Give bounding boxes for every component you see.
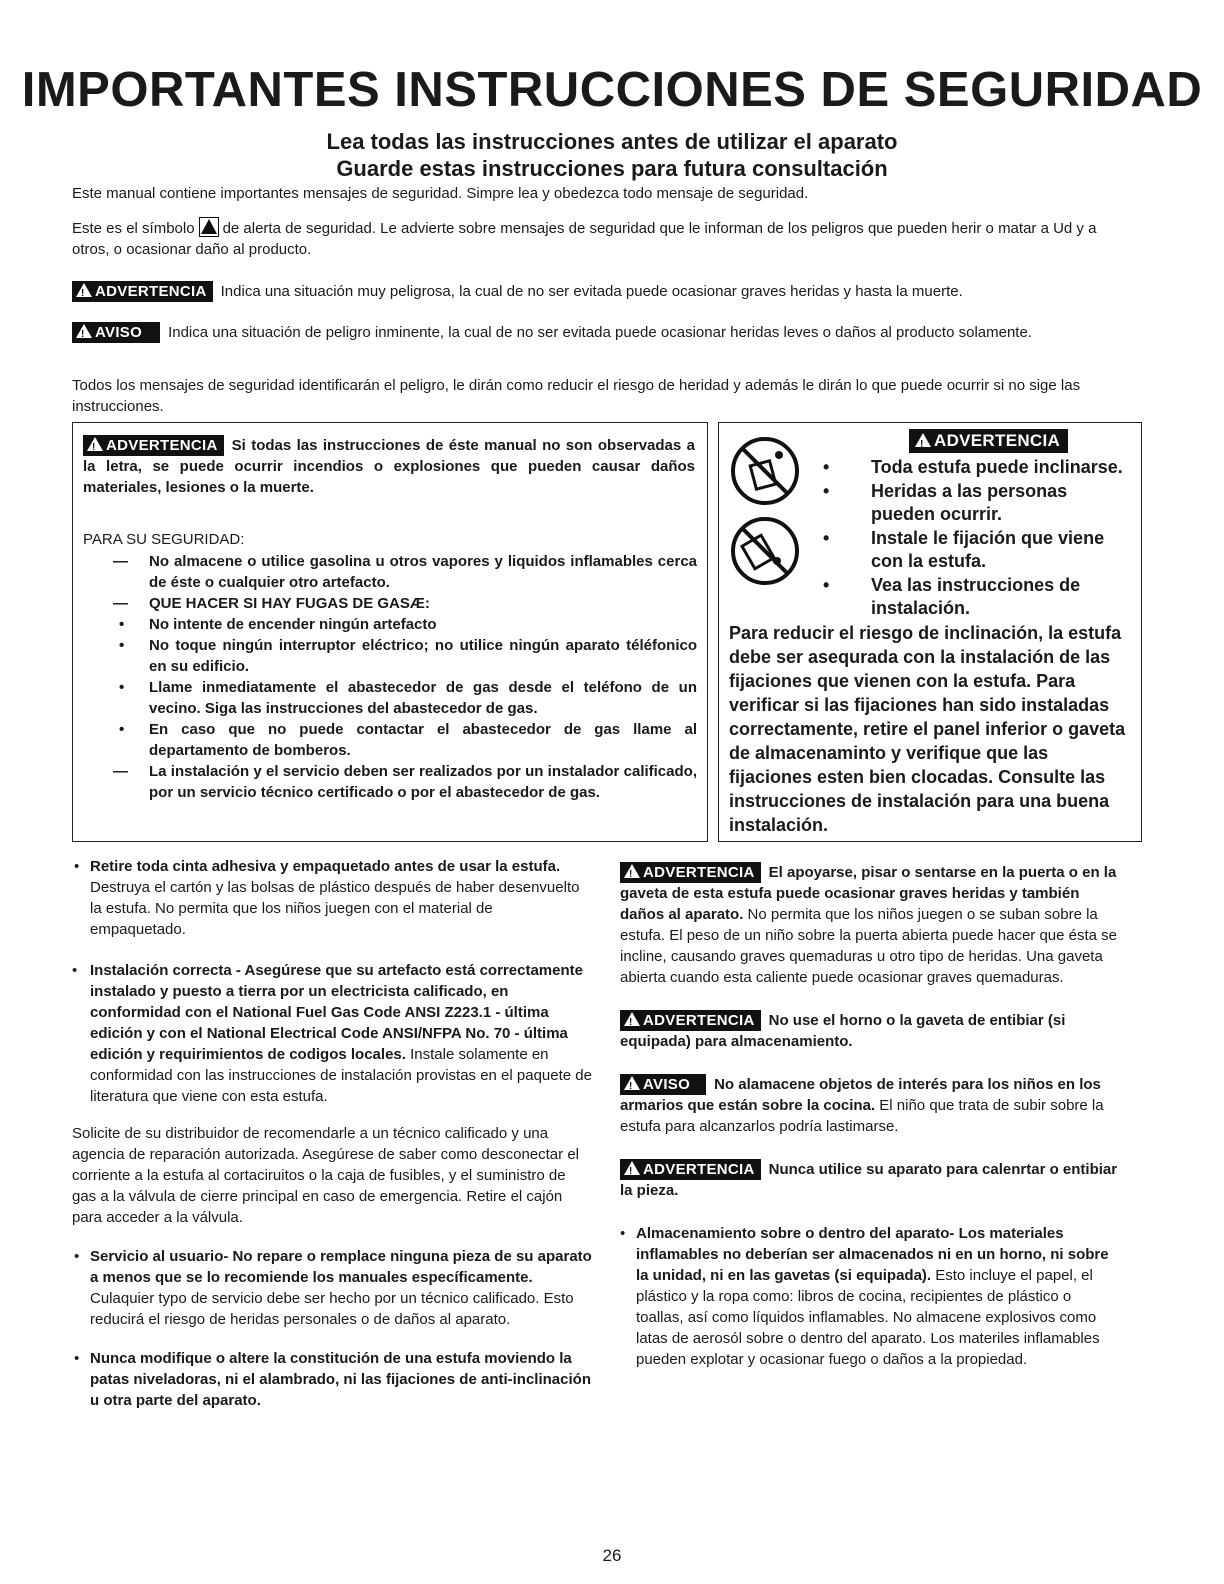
advertencia-badge: !ADVERTENCIA <box>72 281 213 302</box>
safety-list-item <box>113 635 697 677</box>
subtitle-keep: Guarde estas instrucciones para futura consultación <box>336 156 888 181</box>
tip-warning-box <box>718 422 1142 842</box>
hazard-paragraph: Todos los mensajes de seguridad identificarán el peligro, le dirán como reducir el riesgo de heridad y además le dirán lo que puede ocurrir si no sige las instrucciones. <box>72 377 1081 415</box>
warning-triangle-icon <box>915 433 931 447</box>
advertencia-badge: !ADVERTENCIA <box>620 862 761 883</box>
cabinet-aviso: !AVISO No alamacene objetos de interés para los niños en los armarios que están sobre la cocina. El niño que trata de subir sobre la estufa para alcanzarlos podría lastimarse. <box>620 1074 1120 1137</box>
list-item: • Servicio al usuario- No repare o remplace ninguna pieza de su aparato a menos que se lo recomiende los manuales específicamente. Culaquier typo de servicio debe ser hecho por un técnico calificado. Esto reducirá el riesgo de heridas personales o de daños al aparato. <box>74 1248 592 1328</box>
aviso-definition-text: Indica una situación de peligro inminente, la cual de no ser evitada puede ocasionar heridas leves o daños al producto solamente. <box>168 324 1032 341</box>
warning-triangle-icon <box>624 864 640 878</box>
warning-triangle-icon <box>624 1076 640 1090</box>
safety-list-text: No intente de encender ningún artefacto <box>149 616 437 633</box>
right-column <box>620 862 1120 1370</box>
page-number: 26 <box>602 1546 622 1565</box>
distributor-paragraph: Solicite de su distribuidor de recomendarle a un técnico calificado y una agencia de reparación autorizada. Asegúrese de saber como desconectar el corriente a la estufa al cortaciruitos o la caja de fusibles, y el suministro de gas a la válvula de cierre principal en caso de emergencia. Retire el cajón para acceder a la válvula. <box>72 1125 579 1226</box>
bullet-marker: • <box>119 721 125 738</box>
symbol-text-b: de alerta de seguridad. Le advierte sobre mensajes de seguridad que le informan de los peligros que pueden herir o matar a Ud y a otros, o ocasionar daño al producto. <box>72 220 1097 258</box>
tip-bullet <box>817 574 1135 621</box>
page-title: IMPORTANTES INSTRUCCIONES DE SEGURIDAD <box>21 63 1203 117</box>
safety-list-item <box>113 614 697 635</box>
tip-bullets <box>817 456 1135 621</box>
tip-over-icon <box>733 439 797 503</box>
safety-list-item <box>113 551 697 593</box>
symbol-paragraph <box>72 217 1132 260</box>
bullet-marker: • <box>119 616 125 633</box>
dash-marker: — <box>113 763 128 780</box>
bullet-marker: • <box>823 574 830 595</box>
symbol-text-a: Este es el símbolo <box>72 220 195 237</box>
alert-triangle-icon <box>199 217 219 237</box>
advertencia-definition <box>72 281 1162 302</box>
list-item: • Almacenamiento sobre o dentro del aparato- Los materiales inflamables no deberían ser almacenados ni en un horno, ni sobre la unidad, ni en las gavetas (si equipada). Esto incluye el papel, el plástico y la ropa como: libros de cocina, recipientes de plástico o toallas, así como líquidos inflamables. No almacene explosivos como latas de aerosól sobre o dentro del aparato. Los materiles inflamables pueden explotar y ocasionar fuego o daños a la propiedad. <box>620 1225 1109 1368</box>
safety-list-item <box>113 677 697 719</box>
safety-list-text: En caso que no puede contactar el abastecedor de gas llame al departamento de bomberos. <box>149 721 697 759</box>
bullet-marker: • <box>823 457 830 477</box>
dash-marker: — <box>113 553 128 570</box>
intro-paragraph: Este manual contiene importantes mensajes de seguridad. Simpre lea y obedezca todo mensaje de seguridad. <box>72 185 809 202</box>
tip-over-pictograms <box>727 433 807 593</box>
advertencia-badge: !ADVERTENCIA <box>620 1159 761 1180</box>
bullet-marker: • <box>119 637 125 654</box>
safety-list-text: La instalación y el servicio deben ser realizados por un instalador calificado, por un servicio técnico certificado o por el abastecedor de gas. <box>149 763 697 801</box>
safety-list-item <box>113 593 697 614</box>
safety-list <box>113 551 697 803</box>
tip-bullet-text: Instale le fijación que viene con la estufa. <box>871 527 1105 571</box>
list-item: • Nunca modifique o altere la constitución de una estufa moviendo la patas niveladoras, ni el alambrado, ni las fijaciones de anti-inclinación u otra parte del aparato. <box>74 1350 591 1409</box>
tip-over-child-icon <box>733 519 797 583</box>
gas-warning-box <box>72 422 708 842</box>
aviso-definition <box>72 322 1142 343</box>
safety-list-item <box>113 761 697 803</box>
list-item: • Retire toda cinta adhesiva y empaquetado antes de usar la estufa. Destruya el cartón y las bolsas de plástico después de haber desenvuelto la estufa. No permita que los niños juegen con el material de empaquetado. <box>74 858 580 938</box>
tip-bullet-text: Heridas a las personas pueden ocurrir. <box>871 480 1068 524</box>
safety-list-item <box>113 719 697 761</box>
tip-bullet-text: Toda estufa puede inclinarse. <box>871 457 1123 477</box>
heating-warning: !ADVERTENCIA Nunca utilice su aparato para calenrtar o entibiar la pieza. <box>620 1159 1120 1201</box>
door-warning: !ADVERTENCIA El apoyarse, pisar o sentarse en la puerta o en la gaveta de esta estufa puede ocasionar graves heridas y también daños al aparato. No permita que los niños juegen o se suban sobre la estufa. El peso de un niño sobre la puerta abierta puede hacer que ésta se incline, causando graves quemaduras u otro tipo de heridas. Una gaveta abierta cuando esta caliente puede ocasionar graves quemaduras. <box>620 862 1120 988</box>
safety-list-text: QUE HACER SI HAY FUGAS DE GASÆ: <box>149 595 430 612</box>
safety-list-text: No toque ningún interruptor eléctrico; no utilice ningún aparato téléfonico en su edificio. <box>149 637 697 675</box>
subtitle-read: Lea todas las instrucciones antes de utilizar el aparato <box>326 129 898 154</box>
dash-marker: — <box>113 595 128 612</box>
warning-triangle-icon <box>76 283 92 297</box>
tip-bullet-text: Vea las instrucciones de instalación. <box>871 574 1081 618</box>
tip-advertencia-badge-wrap <box>909 429 1076 453</box>
tip-paragraph: Para reducir el riesgo de inclinación, la estufa debe ser asequrada con la instalación de las fijaciones que vienen con la estufa. Para verificar si las fijaciones han sido instaladas correctamente, retire el panel inferior o gaveta de almacenaminto y verifique que las fijaciones esten bien clocadas. Consulte las instrucciones de instalación para una buena instalación. <box>729 623 1126 835</box>
advertencia-definition-text: Indica una situación muy peligrosa, la cual de no ser evitada puede ocasionar graves heridas y hasta la muerte. <box>220 283 963 300</box>
warning-triangle-icon <box>624 1012 640 1026</box>
warning-triangle-icon <box>624 1161 640 1175</box>
aviso-badge: !AVISO <box>620 1074 706 1095</box>
aviso-badge: !AVISO <box>72 322 160 343</box>
warning-triangle-icon <box>76 324 92 338</box>
warning-triangle-icon <box>87 437 103 451</box>
advertencia-badge: !ADVERTENCIA <box>83 435 224 456</box>
tip-bullet <box>817 480 1135 527</box>
bullet-marker: • <box>823 527 830 548</box>
left-column <box>72 856 592 1411</box>
tip-bullet <box>817 456 1135 480</box>
gas-warning-lead: !ADVERTENCIA Si todas las instrucciones de éste manual no son observadas a la letra, se puede ocurrir incendios o explosiones que pueden causar daños materiales, lesiones o la muerte. <box>83 435 695 498</box>
tip-bullet <box>817 527 1135 574</box>
advertencia-badge: !ADVERTENCIA <box>909 429 1068 453</box>
list-item: • Instalación correcta - Asegúrese que su artefacto está correctamente instalado y puesto a tierra por un electricista calificado, en conformidad con el National Fuel Gas Code ANSI Z223.1 - última edición y con el National Electrical Code ANSI/NFPA No. 70 - última edición y requirimientos de codigos locales. Instale solamente en conformidad con las instrucciones de instalación provistas en el paquete de literatura que viene con esta estufa. <box>72 962 592 1105</box>
safety-list-text: Llame inmediatamente el abastecedor de gas desde el teléfono de un vecino. Siga las instrucciones del abastecedor de gas. <box>149 679 697 717</box>
safety-list-text: No almacene o utilice gasolina u otros vapores y liquidos inflamables cerca de éste o cualquier otro artefacto. <box>149 553 697 591</box>
advertencia-badge: !ADVERTENCIA <box>620 1010 761 1031</box>
bullet-marker: • <box>119 679 125 696</box>
storage-warning: !ADVERTENCIA No use el horno o la gaveta de entibiar (si equipada) para almacenamiento. <box>620 1010 1120 1052</box>
para-su-seguridad: PARA SU SEGURIDAD: <box>83 531 245 548</box>
bullet-marker: • <box>823 480 830 501</box>
